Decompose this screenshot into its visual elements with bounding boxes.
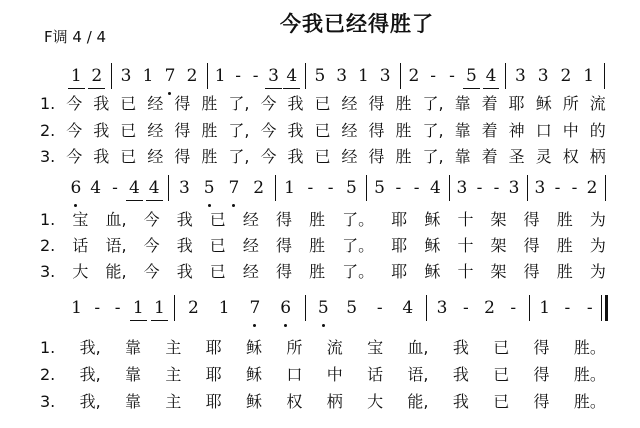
lyric-syllable: 我 — [287, 147, 304, 166]
dash-extension: - — [112, 178, 118, 198]
lyric-syllable: 话 — [72, 236, 89, 255]
lyric-syllable: 着 — [481, 147, 498, 166]
lyric-syllable: 胜 — [556, 262, 573, 281]
lyric-syllable: 圣 — [508, 147, 525, 166]
lyric-syllable: 已 — [314, 147, 331, 166]
measure — [404, 66, 501, 92]
note: 3 — [534, 178, 546, 198]
song-title: 今我已经得胜了 — [280, 12, 434, 36]
lyric-syllable: 得 — [275, 210, 292, 229]
note: 1 — [132, 298, 144, 318]
note: 3 — [436, 298, 448, 318]
lyric-line-verse-2 — [40, 365, 606, 385]
lyric-line-verse-3 — [40, 147, 606, 167]
lyric-syllable: 已 — [120, 147, 137, 166]
bar-line — [366, 175, 367, 201]
lyric-syllable: 十 — [457, 210, 474, 229]
lyric-syllable: 为 — [589, 210, 606, 229]
lyric-syllable: 靠 — [125, 392, 142, 411]
note: 4 — [429, 178, 441, 198]
lyric-syllable: 耶 — [205, 392, 222, 411]
note: 4 — [90, 178, 102, 198]
measure — [66, 66, 107, 92]
verse-number: 3. — [40, 262, 56, 281]
lyric-syllable: 靠 — [125, 338, 142, 357]
notation-line — [0, 298, 640, 328]
lyric-syllable: 柄 — [589, 147, 606, 166]
lyric-syllable: 能, — [105, 262, 127, 281]
lyric-syllable: 为 — [589, 262, 606, 281]
lyric-syllable: 所 — [286, 338, 303, 357]
lyric-syllable: 宝 — [367, 338, 384, 357]
lyric-syllable: 着 — [481, 94, 498, 113]
lyric-syllable: 得 — [533, 392, 550, 411]
measure — [370, 178, 445, 204]
bar-line — [400, 63, 401, 89]
dash-extension: - — [307, 178, 314, 198]
note: 1 — [214, 66, 226, 86]
dash-extension: - — [476, 178, 483, 198]
note: 4 — [286, 66, 298, 86]
bar-line — [168, 175, 169, 201]
lyric-syllable: 稣 — [246, 365, 263, 384]
lyric-syllable: 主 — [165, 365, 182, 384]
lyric-syllable: 经 — [242, 262, 259, 281]
lyric-syllable: 我 — [452, 365, 469, 384]
lyric-syllable: 稣 — [246, 338, 263, 357]
bar-line — [505, 63, 506, 89]
lyric-syllable: 权 — [562, 147, 579, 166]
note: 3 — [379, 66, 391, 86]
lyric-syllable: 主 — [165, 392, 182, 411]
lyric-line-verse-2 — [40, 121, 606, 141]
dash-extension: - — [449, 66, 455, 86]
note: 1 — [539, 298, 551, 318]
note: 3 — [120, 66, 132, 86]
lyric-syllable: 耶 — [391, 262, 408, 281]
lyric-syllable: 语, — [407, 365, 429, 384]
lyric-syllable: 我 — [287, 94, 304, 113]
lyric-syllable: 胜 — [201, 121, 218, 140]
lyric-syllable: 已 — [493, 392, 510, 411]
note: 1 — [218, 298, 230, 318]
note: 3 — [336, 66, 348, 86]
note: 1 — [284, 178, 295, 198]
lyric-syllable: 胜 — [309, 262, 326, 281]
note: 4 — [485, 66, 497, 86]
bar-line — [305, 295, 306, 321]
lyric-syllable: 口 — [286, 365, 303, 384]
verse-number: 2. — [40, 121, 56, 140]
lyric-syllable: 我 — [176, 262, 193, 281]
lyric-syllable: 大 — [367, 392, 384, 411]
lyric-syllable: 主 — [165, 338, 182, 357]
lyric-syllable: 为 — [589, 236, 606, 255]
lyric-syllable: 能, — [407, 392, 429, 411]
verse-number: 1. — [40, 210, 56, 229]
dash-extension: - — [586, 298, 593, 318]
lyric-syllable: 耶 — [205, 365, 222, 384]
lyric-syllable: 胜 — [395, 121, 412, 140]
lyric-syllable: 稣 — [535, 94, 552, 113]
verse-number: 3. — [40, 147, 56, 166]
lyric-syllable: 了。 — [342, 236, 375, 255]
dash-extension: - — [252, 66, 259, 86]
note: 1 — [70, 66, 82, 86]
measure — [172, 178, 271, 204]
note: 2 — [186, 66, 198, 86]
final-bar-thin-line — [601, 295, 602, 321]
lyric-syllable: 今 — [260, 147, 277, 166]
lyric-syllable: 今 — [66, 121, 83, 140]
lyric-syllable: 架 — [490, 262, 507, 281]
lyric-syllable: 权 — [286, 392, 303, 411]
measure — [178, 298, 301, 324]
bar-line — [275, 175, 276, 201]
lyric-syllable: 经 — [147, 147, 164, 166]
lyric-line-verse-1 — [40, 338, 606, 358]
note: 4 — [402, 298, 414, 318]
lyric-syllable: 经 — [341, 121, 358, 140]
verse-number: 2. — [40, 236, 56, 255]
note: 2 — [560, 66, 572, 86]
lyric-syllable: 我 — [176, 210, 193, 229]
lyric-syllable: 得 — [523, 262, 540, 281]
lyric-syllable: 了, — [228, 147, 250, 166]
dash-extension: - — [510, 298, 517, 318]
lyric-syllable: 了。 — [342, 210, 375, 229]
lyric-syllable: 耶 — [205, 338, 222, 357]
bar-line — [449, 175, 450, 201]
lyric-syllable: 血, — [407, 338, 429, 357]
lyric-line-verse-3 — [40, 392, 606, 412]
bar-line — [207, 63, 208, 89]
verse-number: 2. — [40, 365, 56, 384]
lyric-syllable: 口 — [535, 121, 552, 140]
lyric-syllable: 了, — [228, 94, 250, 113]
notation-line — [0, 178, 640, 208]
note: 6 — [280, 298, 292, 318]
lyric-syllable: 稣 — [246, 392, 263, 411]
lyric-syllable: 我 — [452, 338, 469, 357]
lyric-syllable: 耶 — [391, 236, 408, 255]
note: 3 — [268, 66, 279, 86]
lyric-syllable: 胜 — [556, 236, 573, 255]
lyric-syllable: 我, — [79, 338, 101, 357]
note: 5 — [465, 66, 477, 86]
lyric-syllable: 我 — [176, 236, 193, 255]
lyric-syllable: 了, — [422, 147, 444, 166]
lyric-syllable: 我, — [79, 365, 101, 384]
dash-extension: - — [235, 66, 241, 86]
lyric-syllable: 稣 — [424, 210, 441, 229]
lyric-syllable: 靠 — [454, 147, 471, 166]
measure — [531, 178, 601, 204]
lyric-syllable: 得 — [368, 121, 385, 140]
lyric-syllable: 靠 — [125, 365, 142, 384]
note: 7 — [249, 298, 261, 318]
lyric-syllable: 胜 — [309, 210, 326, 229]
lyric-syllable: 十 — [457, 236, 474, 255]
lyric-syllable: 得 — [174, 94, 191, 113]
measure — [430, 298, 525, 324]
lyric-syllable: 胜。 — [573, 392, 606, 411]
bar-line — [111, 63, 112, 89]
lyric-syllable: 胜 — [201, 94, 218, 113]
bar-line — [529, 295, 530, 321]
bar-line — [527, 175, 528, 201]
note: 2 — [253, 178, 265, 198]
note: 5 — [345, 178, 357, 198]
note: 3 — [508, 178, 520, 198]
lyric-syllable: 胜 — [395, 94, 412, 113]
lyric-syllable: 耶 — [508, 94, 525, 113]
verse-number: 3. — [40, 392, 56, 411]
measure — [66, 298, 170, 324]
measure — [509, 66, 600, 92]
bar-line — [174, 295, 175, 321]
lyric-syllable: 今 — [143, 262, 160, 281]
lyric-syllable: 今 — [143, 236, 160, 255]
note: 2 — [408, 66, 420, 86]
lyric-syllable: 我 — [93, 147, 110, 166]
lyric-syllable: 我 — [93, 121, 110, 140]
note: 5 — [374, 178, 385, 198]
lyric-syllable: 胜 — [201, 147, 218, 166]
notation-line — [0, 66, 640, 96]
lyric-line-verse-2 — [40, 236, 606, 256]
dash-extension: - — [554, 178, 561, 198]
lyric-line-verse-1 — [40, 94, 606, 114]
lyric-syllable: 中 — [326, 365, 343, 384]
lyric-syllable: 胜。 — [573, 338, 606, 357]
lyric-syllable: 得 — [533, 338, 550, 357]
bar-line — [605, 175, 606, 201]
lyric-syllable: 我 — [452, 392, 469, 411]
note: 1 — [142, 66, 154, 86]
lyric-syllable: 所 — [562, 94, 579, 113]
lyric-syllable: 了, — [422, 121, 444, 140]
lyric-syllable: 今 — [260, 121, 277, 140]
lyric-syllable: 已 — [493, 365, 510, 384]
key-time-signature: F调 4 / 4 — [44, 28, 107, 46]
lyric-syllable: 经 — [341, 94, 358, 113]
dash-extension: - — [571, 178, 578, 198]
dash-extension: - — [395, 178, 402, 198]
lyric-syllable: 经 — [242, 210, 259, 229]
bar-line — [604, 63, 605, 89]
lyric-syllable: 得 — [275, 262, 292, 281]
lyric-syllable: 靠 — [454, 94, 471, 113]
lyric-syllable: 胜 — [556, 210, 573, 229]
lyric-syllable: 稣 — [424, 236, 441, 255]
note: 3 — [178, 178, 190, 198]
note: 3 — [456, 178, 468, 198]
note: 5 — [317, 298, 329, 318]
lyric-syllable: 已 — [209, 236, 226, 255]
lyric-syllable: 得 — [275, 236, 292, 255]
lyric-syllable: 今 — [260, 94, 277, 113]
dash-extension: - — [376, 298, 383, 318]
note: 7 — [228, 178, 240, 198]
lyric-syllable: 得 — [523, 236, 540, 255]
lyric-syllable: 稣 — [424, 262, 441, 281]
lyric-syllable: 已 — [120, 121, 137, 140]
lyric-syllable: 的 — [589, 121, 606, 140]
lyric-syllable: 血, — [105, 210, 127, 229]
lyric-syllable: 着 — [481, 121, 498, 140]
lyric-line-verse-3 — [40, 262, 606, 282]
lyric-syllable: 得 — [533, 365, 550, 384]
final-bar-line — [605, 295, 608, 321]
measure — [66, 178, 164, 204]
note: 2 — [91, 66, 103, 86]
lyric-syllable: 今 — [66, 147, 83, 166]
note: 5 — [346, 298, 358, 318]
measure — [533, 298, 601, 324]
lyric-syllable: 流 — [326, 338, 343, 357]
lyric-syllable: 胜 — [309, 236, 326, 255]
note: 4 — [128, 178, 140, 198]
lyric-syllable: 已 — [120, 94, 137, 113]
dash-extension: - — [327, 178, 334, 198]
note: 1 — [153, 298, 165, 318]
dash-extension: - — [564, 298, 571, 318]
lyric-syllable: 靠 — [454, 121, 471, 140]
measure — [211, 66, 301, 92]
note: 3 — [514, 66, 526, 86]
note: 1 — [71, 298, 82, 318]
note: 5 — [314, 66, 326, 86]
lyric-syllable: 经 — [341, 147, 358, 166]
lyric-syllable: 今 — [143, 210, 160, 229]
bar-line — [426, 295, 427, 321]
lyric-syllable: 胜。 — [573, 365, 606, 384]
measure — [115, 66, 203, 92]
lyric-syllable: 我 — [287, 121, 304, 140]
lyric-syllable: 我 — [93, 94, 110, 113]
lyric-syllable: 架 — [490, 210, 507, 229]
note: 5 — [203, 178, 215, 198]
dash-extension: - — [462, 298, 469, 318]
dash-extension: - — [114, 298, 121, 318]
lyric-syllable: 了, — [422, 94, 444, 113]
lyric-syllable: 已 — [209, 210, 226, 229]
measure — [279, 178, 362, 204]
lyric-syllable: 宝 — [72, 210, 89, 229]
lyric-syllable: 柄 — [326, 392, 343, 411]
lyric-line-verse-1 — [40, 210, 606, 230]
lyric-syllable: 话 — [367, 365, 384, 384]
note: 7 — [164, 66, 176, 86]
bar-line — [305, 63, 306, 89]
lyric-syllable: 经 — [147, 121, 164, 140]
lyric-syllable: 经 — [147, 94, 164, 113]
dash-extension: - — [94, 298, 101, 318]
lyric-syllable: 今 — [66, 94, 83, 113]
lyric-syllable: 十 — [457, 262, 474, 281]
lyric-syllable: 胜 — [395, 147, 412, 166]
lyric-syllable: 了。 — [342, 262, 375, 281]
lyric-syllable: 耶 — [391, 210, 408, 229]
lyric-syllable: 得 — [368, 147, 385, 166]
verse-number: 1. — [40, 94, 56, 113]
measure — [309, 298, 422, 324]
note: 1 — [583, 66, 595, 86]
lyric-syllable: 神 — [508, 121, 525, 140]
measure — [453, 178, 523, 204]
lyric-syllable: 了, — [228, 121, 250, 140]
lyric-syllable: 经 — [242, 236, 259, 255]
lyric-syllable: 已 — [314, 121, 331, 140]
note: 6 — [70, 178, 82, 198]
note: 3 — [537, 66, 549, 86]
lyric-syllable: 得 — [174, 147, 191, 166]
note: 2 — [586, 178, 598, 198]
lyric-syllable: 已 — [209, 262, 226, 281]
measure — [309, 66, 396, 92]
verse-number: 1. — [40, 338, 56, 357]
dash-extension: - — [493, 178, 500, 198]
lyric-syllable: 得 — [368, 94, 385, 113]
dash-extension: - — [413, 178, 420, 198]
note: 1 — [357, 66, 369, 86]
dash-extension: - — [430, 66, 437, 86]
lyric-syllable: 得 — [174, 121, 191, 140]
note: 2 — [187, 298, 199, 318]
lyric-syllable: 架 — [490, 236, 507, 255]
lyric-syllable: 得 — [523, 210, 540, 229]
lyric-syllable: 中 — [562, 121, 579, 140]
lyric-syllable: 已 — [314, 94, 331, 113]
lyric-syllable: 灵 — [535, 147, 552, 166]
note: 2 — [484, 298, 495, 318]
lyric-syllable: 我, — [79, 392, 101, 411]
lyric-syllable: 已 — [493, 338, 510, 357]
note: 4 — [148, 178, 160, 198]
lyric-syllable: 流 — [589, 94, 606, 113]
lyric-syllable: 大 — [72, 262, 89, 281]
lyric-syllable: 语, — [105, 236, 127, 255]
